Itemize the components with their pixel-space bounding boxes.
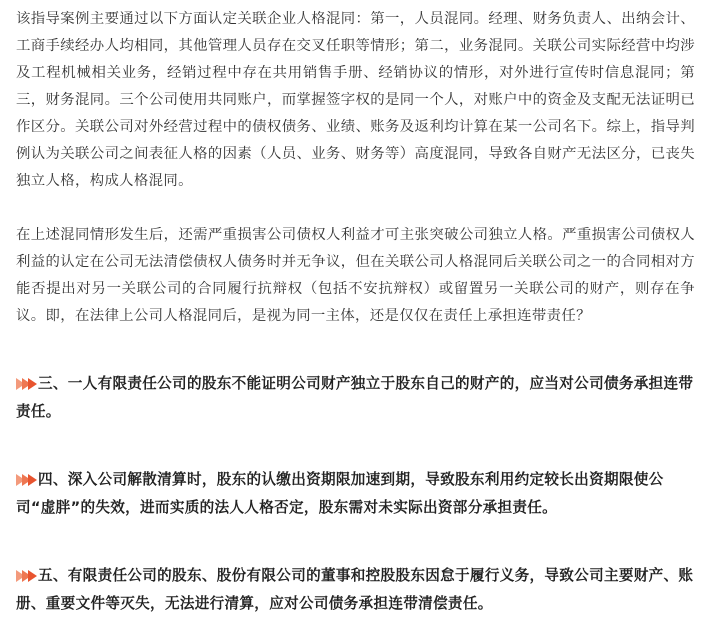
body-paragraph-2: 在上述混同情形发生后，还需严重损害公司债权人利益才可主张突破公司独立人格。严重损害公司债权人利益的认定在公司无法清偿债权人债务时并无争议，但在关联公司人格混同后关联公司之一的合同相对方能否提出对另一关联公司的合同履行抗辩权（包括不安抗辩权）或留置另一关联公司的财产，则存在争议。即，在法律上公司人格混同后，是视为同一主体，还是仅仅在责任上承担连带责任？ xyxy=(16,227,695,324)
double-arrow-icon xyxy=(16,376,38,392)
double-arrow-icon xyxy=(16,568,38,584)
section-heading-3-text: 三、一人有限责任公司的股东不能证明公司财产独立于股东自己的财产的，应当对公司债务承担连带责任。 xyxy=(16,375,694,420)
section-heading-4-text: 四、深入公司解散清算时，股东的认缴出资期限加速到期，导致股东利用约定较长出资期限使公司“虚胖”的失效，进而实质的法人人格否定，股东需对未实际出资部分承担责任。 xyxy=(16,471,664,516)
double-arrow-icon xyxy=(16,472,38,488)
body-paragraph-1: 该指导案例主要通过以下方面认定关联企业人格混同：第一，人员混同。经理、财务负责人、出纳会计、工商手续经办人均相同，其他管理人员存在交叉任职等情形；第二，业务混同。关联公司实际经营中均涉及工程机械相关业务，经销过程中存在共用销售手册、经销协议的情形，对外进行宣传时信息混同；第三，财务混同。三个公司使用共同账户，而掌握签字权的是同一个人，对账户中的资金及支配无法证明已作区分。关联公司对外经营过程中的债权债务、业绩、账务及返利均计算在某一公司名下。综上，指导判例认为关联公司之间表征人格的因素（人员、业务、财务等）高度混同，导致各自财产无法区分，已丧失独立人格，构成人格混同。 xyxy=(16,11,695,189)
section-heading-4 xyxy=(16,466,695,522)
section-heading-5-text: 五、有限责任公司的股东、股份有限公司的董事和控股股东因怠于履行义务，导致公司主要财产、账册、重要文件等灭失，无法进行清算，应对公司债务承担连带清偿责任。 xyxy=(16,567,694,612)
section-heading-3 xyxy=(16,370,695,426)
section-heading-5 xyxy=(16,562,695,618)
